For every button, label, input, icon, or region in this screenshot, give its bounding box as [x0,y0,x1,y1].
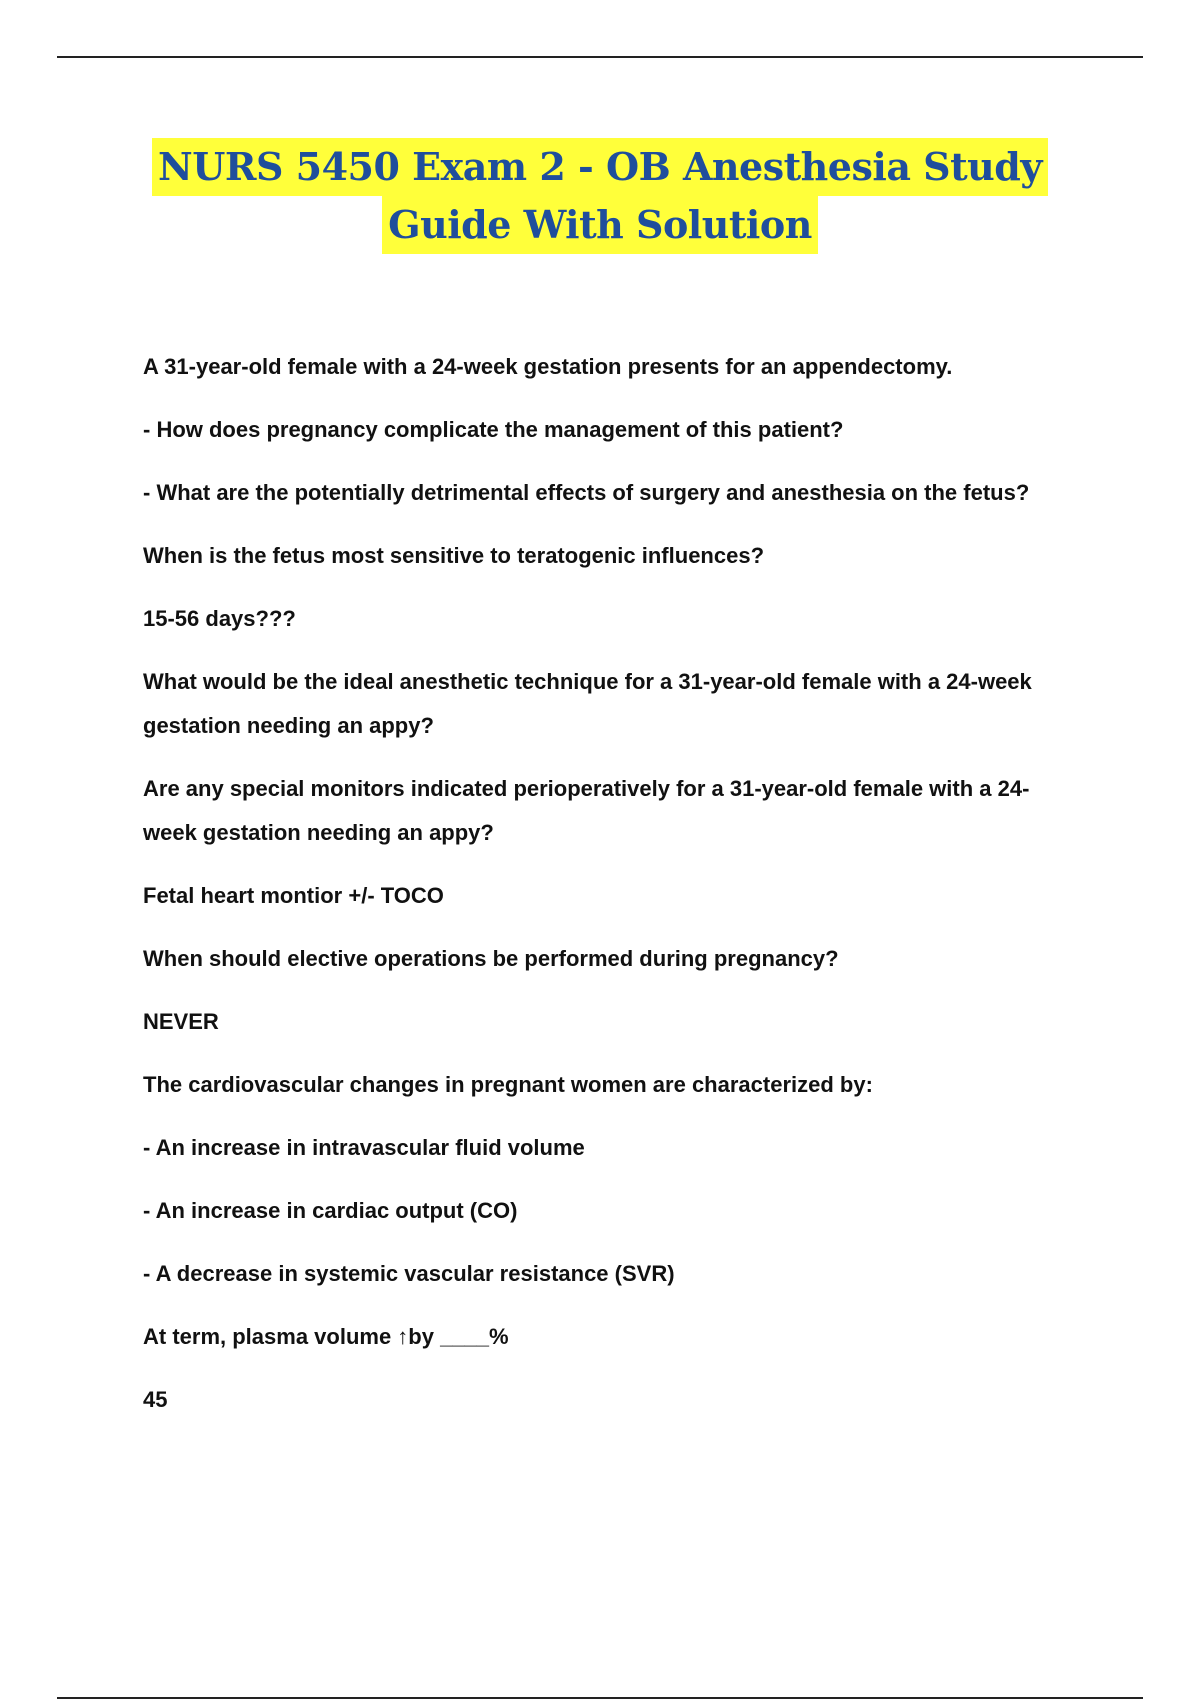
answer-paragraph: - A decrease in systemic vascular resistance (SVR) [143,1261,675,1286]
title-line-1: NURS 5450 Exam 2 - OB Anesthesia Study [152,138,1048,196]
question-paragraph: When is the fetus most sensitive to teratogenic influences? [143,543,765,568]
question-paragraph: Are any special monitors indicated perioperatively for a 31-year-old female with a 24-week gestation needing an appy? [143,776,1030,845]
question-paragraph: At term, plasma volume ↑by ____% [143,1324,509,1349]
document-body [143,345,1083,1441]
question-paragraph: - What are the potentially detrimental effects of surgery and anesthesia on the fetus? [143,480,1030,505]
answer-paragraph: - An increase in intravascular fluid volume [143,1135,585,1160]
answer-paragraph: - An increase in cardiac output (CO) [143,1198,518,1223]
question-paragraph: When should elective operations be performed during pregnancy? [143,946,839,971]
document-title [57,138,1143,254]
question-paragraph: A 31-year-old female with a 24-week gestation presents for an appendectomy. [143,354,953,379]
footer-rule [57,1697,1143,1699]
header-rule [57,56,1143,58]
question-paragraph: - How does pregnancy complicate the management of this patient? [143,417,844,442]
answer-paragraph: NEVER [143,1009,219,1034]
answer-paragraph: 45 [143,1387,168,1412]
answer-paragraph: 15-56 days??? [143,606,296,631]
question-paragraph: What would be the ideal anesthetic technique for a 31-year-old female with a 24-week gestation needing an appy? [143,669,1032,738]
title-line-2: Guide With Solution [382,196,818,254]
answer-paragraph: Fetal heart montior +/- TOCO [143,883,444,908]
question-paragraph: The cardiovascular changes in pregnant women are characterized by: [143,1072,873,1097]
